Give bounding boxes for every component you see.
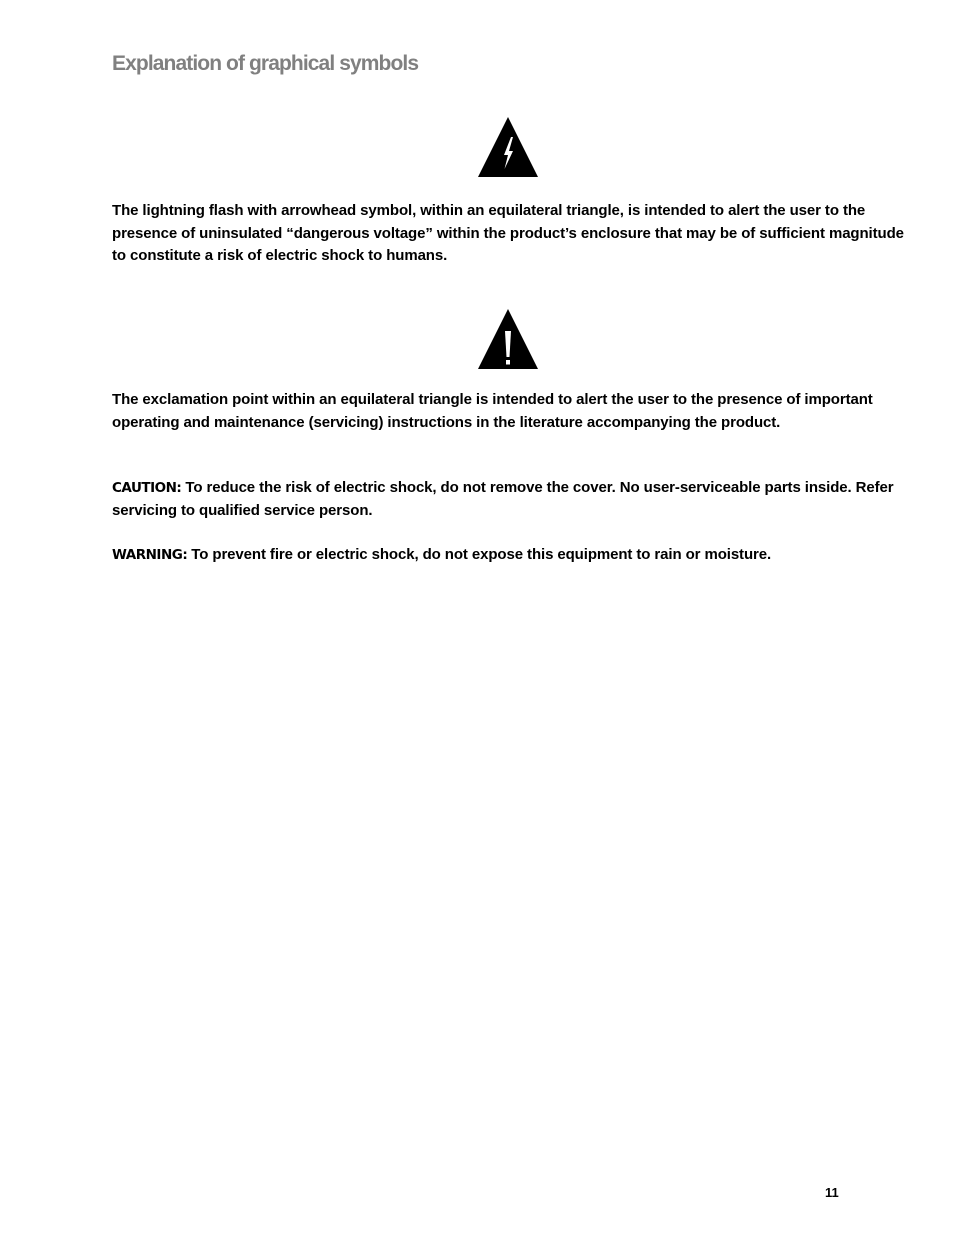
exclamation-warning-triangle-icon bbox=[477, 308, 539, 370]
warning-label: WARNING: bbox=[112, 547, 188, 563]
exclamation-symbol-description: The exclamation point within an equilateral triangle is intended to alert the user to the presence of important operating and maintenance (servicing) instructions in the literature accompanying the product. bbox=[112, 391, 873, 431]
warning-notice bbox=[112, 544, 912, 567]
warning-text: To prevent fire or electric shock, do not expose this equipment to rain or moisture. bbox=[187, 546, 772, 563]
caution-text: To reduce the risk of electric shock, do not remove the cover. No user-serviceable parts inside. Refer servicing to qualified service person. bbox=[112, 479, 894, 519]
page-title: Explanation of graphical symbols bbox=[112, 52, 419, 75]
caution-notice bbox=[112, 477, 912, 522]
lightning-symbol-description: The lightning flash with arrowhead symbol, within an equilateral triangle, is intended to alert the user to the presence of uninsulated “dangerous voltage” within the product’s enclosure that may be of sufficient magnitude to constitute a risk of electric shock to humans. bbox=[112, 202, 904, 264]
lightning-warning-triangle-icon bbox=[477, 116, 539, 178]
page-number: 11 bbox=[825, 1185, 839, 1200]
caution-label: CAUTION: bbox=[112, 480, 182, 496]
